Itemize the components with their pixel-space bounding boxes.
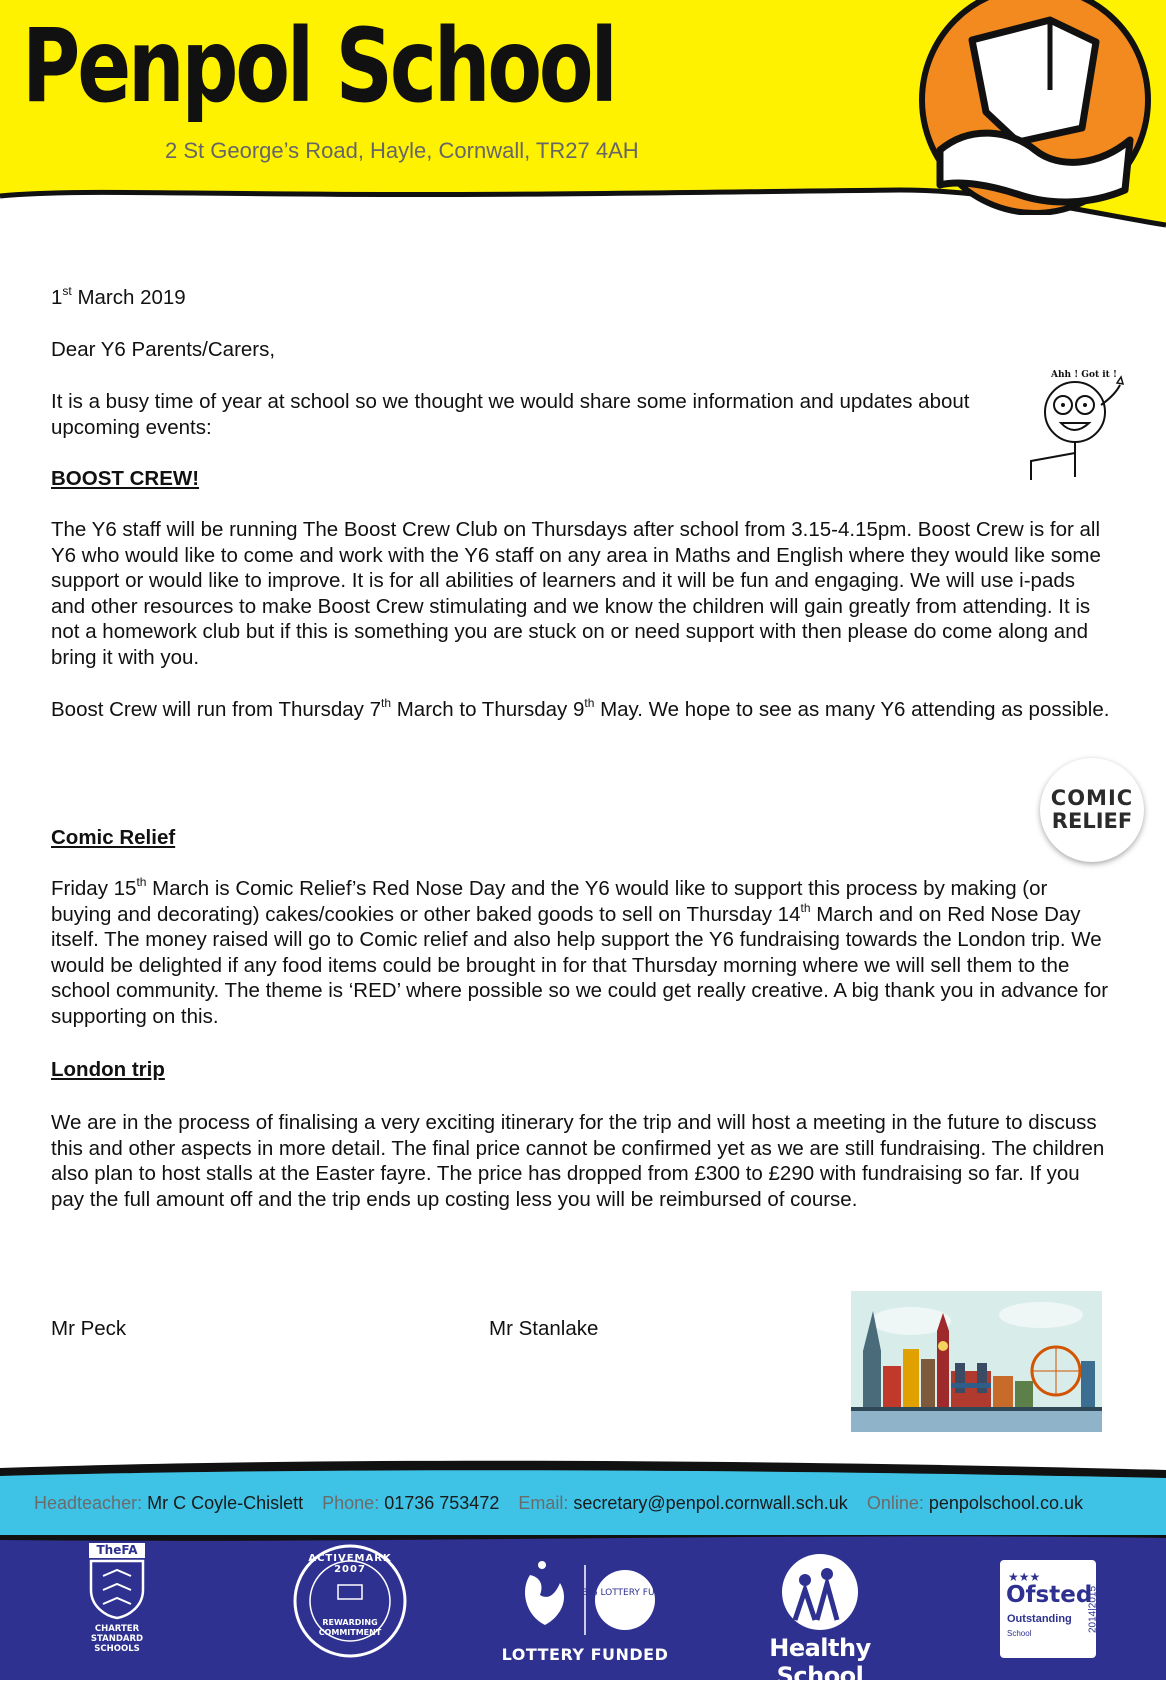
email-address[interactable]: secretary@penpol.cornwall.sch.uk [573,1493,848,1513]
svg-text:BIG LOTTERY FUND: BIG LOTTERY FUND [581,1588,669,1598]
stick-figure-icon [1025,365,1145,485]
activemark-badge: ACTIVEMARK 2007 REWARDING COMMITMENT [292,1543,408,1659]
fa-shield-icon [87,1558,147,1620]
letterhead [0,0,1166,230]
website-link[interactable]: penpolschool.co.uk [928,1493,1083,1513]
boost-crew-paragraph: The Y6 staff will be running The Boost Crew Club on Thursdays after school from 3.15-4.15pm. Boost Crew is for all Y6 who would like to come and work with the Y6 staff on any area in Maths and English where they would like some support or would like to improve. It is for all abilities of learners and it will be fun and engaging. We will use i-pads and other resources to make Boost Crew stimulating and we know the children will gain greatly from attending. It is not a homework club but if this is something you are stuck on or need support with then please do come along and bring it with you. [51,518,1101,669]
comic-relief-heading: Comic Relief [51,826,176,849]
signature-mr-stanlake: Mr Stanlake [489,1317,599,1340]
ofsted-outstanding-badge: Ofsted ★★★ Outstanding School 2014|2015 [1000,1560,1096,1658]
comic-relief-paragraph: Friday 15th March is Comic Relief’s Red Nose Day and the Y6 would like to support this process by making (or buying and decorating) cakes/cookies or other baked goods to sell on Thursday 14th March and on Red Nose Day itself. The money raised will go to Comic relief and also help support the Y6 fundraising towards the London trip. We would be delighted if any food items could be brought in for that Thursday morning where we will sell them to the school community. The theme is ‘RED’ where possible so we could get really creative. A big thank you in advance for supporting on this. [51,875,1109,1028]
london-skyline-image [851,1291,1102,1432]
lottery-funded-badge: BIG LOTTERY FUND LOTTERY FUNDED [500,1555,670,1664]
ofsted-stars-icon: ★★★ [1008,1570,1041,1584]
boost-crew-dates: Boost Crew will run from Thursday 7th March to Thursday 9th May. We hope to see as many Y6 attending as possible. [51,696,1110,721]
comic-relief-logo: COMIC RELIEF [1040,758,1144,862]
healthy-school-icon [725,1550,915,1630]
signature-mr-peck: Mr Peck [51,1317,127,1340]
healthy-school-badge: Healthy School [725,1550,915,1690]
fa-charter-badge: TheFA CHARTER STANDARD SCHOOLS [72,1543,162,1654]
letter-intro: It is a busy time of year at school so we thought we would share some information and updates about upcoming events: [51,390,970,439]
headteacher-name: Mr C Coyle-Chislett [147,1493,304,1513]
school-name: Penpol School [22,7,615,126]
footer-contact-line: Headteacher: Mr C Coyle-Chislett Phone: 01736 753472 Email: secretary@penpol.cornwall.sch.uk Online: penpolschool.co.uk [34,1493,1083,1513]
london-trip-heading: London trip [51,1058,165,1081]
boost-crew-heading: BOOST CREW! [51,467,200,490]
school-address: 2 St George’s Road, Hayle, Cornwall, TR27 4AH [165,138,639,163]
phone-number: 01736 753472 [384,1493,500,1513]
london-trip-paragraph: We are in the process of finalising a very exciting itinerary for the trip and will host a meeting in the future to discuss this and other aspects in more detail. The final price cannot be confirmed yet as we are still fundraising. The children also plan to host stalls at the Easter fayre. The price has dropped from £300 to £290 with fundraising so far. If you pay the full amount off and the trip ends up costing less you will be reimbursed of course. [51,1111,1105,1211]
letter-greeting: Dear Y6 Parents/Carers, [51,338,276,361]
school-logo-icon [900,0,1166,215]
lottery-hand-icon [500,1555,670,1641]
svg-text:Ahh ! Got it !: Ahh ! Got it ! [1051,370,1117,380]
letter-date: 1st March 2019 [51,284,186,309]
